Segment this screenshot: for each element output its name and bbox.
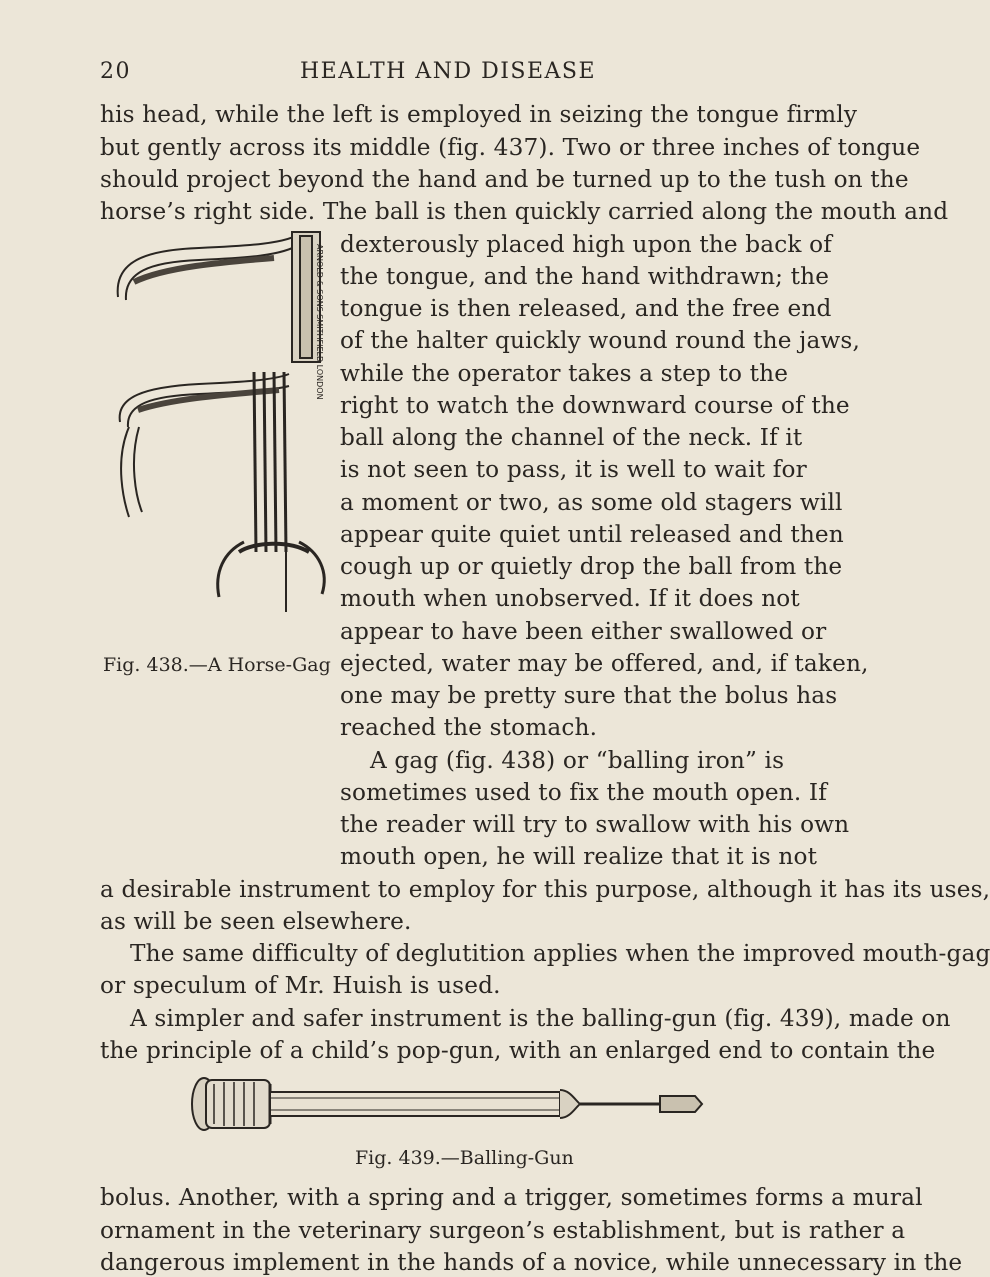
text-line: ball along the channel of the neck. If it — [340, 424, 803, 451]
text-line: reached the stomach. — [340, 714, 598, 741]
text-line: appear to have been either swallowed or — [340, 618, 827, 645]
text-line: his head, while the left is employed in seizing the tongue firmly — [100, 101, 858, 128]
text-line: A simpler and safer instrument is the balling-gun (fig. 439), made on — [130, 1005, 951, 1032]
text-line: is not seen to pass, it is well to wait for — [340, 456, 807, 483]
text-line: appear quite quiet until released and then — [340, 521, 844, 548]
text-line: tongue is then released, and the free end — [340, 295, 832, 322]
text-line: a moment or two, as some old stagers will — [340, 489, 843, 516]
text-line: ornament in the veterinary surgeon’s establishment, but is rather a — [100, 1217, 906, 1244]
text-line: cough up or quietly drop the ball from the — [340, 553, 843, 580]
text-line: ejected, water may be offered, and, if taken, — [340, 650, 869, 677]
text-line: but gently across its middle (fig. 437). Two or three inches of tongue — [100, 134, 921, 161]
text-line: mouth when unobserved. If it does not — [340, 585, 800, 612]
figure-caption: Fig. 439.—Balling-Gun — [355, 1147, 574, 1169]
figure-caption: Fig. 438.—A Horse-Gag — [103, 654, 331, 676]
text-line: dangerous implement in the hands of a novice, while unnecessary in the — [100, 1249, 963, 1276]
text-line: a desirable instrument to employ for this purpose, although it has its uses, — [100, 876, 990, 903]
figure-horse-gag — [104, 222, 334, 612]
text-line: mouth open, he will realize that it is not — [340, 843, 818, 870]
text-line: the reader will try to swallow with his own — [340, 811, 850, 838]
horse-gag-illustration — [104, 222, 334, 612]
text-line: right to watch the downward course of the — [340, 392, 850, 419]
text-line: the principle of a child’s pop-gun, with an enlarged end to contain the — [100, 1037, 936, 1064]
text-line: of the halter quickly wound round the jaws, — [340, 327, 860, 354]
text-line: A gag (fig. 438) or “balling iron” is — [370, 747, 785, 774]
text-line: or speculum of Mr. Huish is used. — [100, 972, 501, 999]
text-line: should project beyond the hand and be turned up to the tush on the — [100, 166, 909, 193]
text-line: the tongue, and the hand withdrawn; the — [340, 263, 830, 290]
maker-stamp: ARNOLD & SONS SMITHFIELD LONDON — [315, 244, 324, 400]
balling-gun-illustration — [190, 1070, 720, 1138]
text-line: while the operator takes a step to the — [340, 360, 789, 387]
text-line: as will be seen elsewhere. — [100, 908, 412, 935]
figure-balling-gun — [190, 1070, 720, 1138]
text-line: one may be pretty sure that the bolus has — [340, 682, 838, 709]
text-line: bolus. Another, with a spring and a trigger, sometimes forms a mural — [100, 1184, 923, 1211]
page-number: 20 — [100, 59, 131, 84]
running-title: HEALTH AND DISEASE — [300, 59, 597, 84]
text-line: The same difficulty of deglutition applies when the improved mouth-gag — [130, 940, 990, 967]
text-line: horse’s right side. The ball is then quickly carried along the mouth and — [100, 198, 949, 225]
text-line: sometimes used to fix the mouth open. If — [340, 779, 827, 806]
text-line: dexterously placed high upon the back of — [340, 231, 832, 258]
